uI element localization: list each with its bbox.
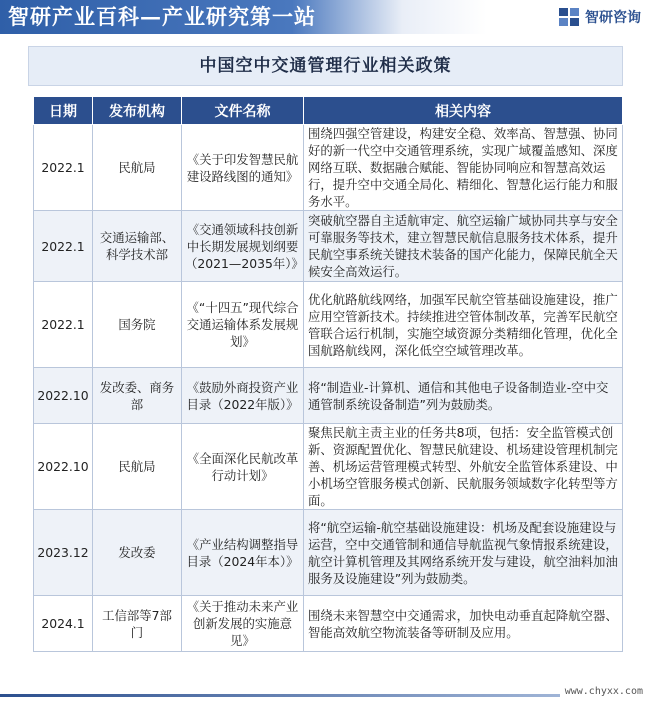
document-cell: 《关于推动未来产业创新发展的实施意见》 [182, 596, 304, 652]
agency-cell: 发改委、商务部 [93, 368, 182, 424]
date-cell: 2022.1 [34, 211, 93, 282]
table-row [34, 368, 623, 424]
content-cell: 突破航空器自主适航审定、航空运输广域协同共享与安全可靠服务等技术，建立智慧民航信息服务技术体系，提升民航空事系统关键技术装备的国产化能力，保障民航全天候安全高效运行。 [304, 211, 623, 282]
table-row [34, 510, 623, 596]
content-cell: 将“航空运输-航空基础设施建设：机场及配套设施建设与运营，空中交通管制和通信导航监视气象情报系统建设，航空计算机管理及其网络系统开发与建设，航空油料加油服务及设施建设”列为鼓励类。 [304, 510, 623, 596]
table-header-row [34, 97, 623, 125]
agency-cell: 交通运输部、科学技术部 [93, 211, 182, 282]
brand[interactable] [558, 6, 641, 28]
date-cell: 2022.10 [34, 368, 93, 424]
top-banner [0, 0, 649, 34]
column-header-date: 日期 [34, 97, 93, 125]
document-cell: 《关于印发智慧民航建设路线图的通知》 [182, 125, 304, 211]
document-cell: 《鼓励外商投资产业目录（2022年版）》 [182, 368, 304, 424]
agency-cell: 发改委 [93, 510, 182, 596]
date-cell: 2023.12 [34, 510, 93, 596]
table-title: 中国空中交通管理行业相关政策 [28, 46, 623, 86]
document-cell: 《“十四五”现代综合交通运输体系发展规划》 [182, 282, 304, 368]
agency-cell: 工信部等7部门 [93, 596, 182, 652]
table-row [34, 424, 623, 510]
document-cell: 《全面深化民航改革行动计划》 [182, 424, 304, 510]
policy-table [33, 96, 623, 652]
content-cell: 围绕四强空管建设，构建安全稳、效率高、智慧强、协同好的新一代空中交通管理系统，实现广域覆盖感知、深度网络互联、数据融合赋能、智能协同响应和智慧高效运行，提升空中交通全局化、精细化、智慧化运行能力和服务水平。 [304, 125, 623, 211]
date-cell: 2022.1 [34, 282, 93, 368]
date-cell: 2022.10 [34, 424, 93, 510]
agency-cell: 国务院 [93, 282, 182, 368]
footer-divider [0, 694, 560, 697]
site-title: 智研产业百科—产业研究第一站 [8, 4, 316, 29]
column-header-agency: 发布机构 [93, 97, 182, 125]
document-cell: 《产业结构调整指导目录（2024年本）》 [182, 510, 304, 596]
table-row [34, 211, 623, 282]
date-cell: 2022.1 [34, 125, 93, 211]
content-cell: 聚焦民航主责主业的任务共8项，包括：安全监管模式创新、资源配置优化、智慧民航建设、机场建设管理机制完善、机场运营管理模式转型、外航安全监管体系建设、中小机场空管服务模式创新、民航服务领域数字化转型等方面。 [304, 424, 623, 510]
table-row [34, 596, 623, 652]
agency-cell: 民航局 [93, 125, 182, 211]
table-row [34, 125, 623, 211]
content-cell: 优化航路航线网络，加强军民航空管基础设施建设，推广应用空管新技术。持续推进空管体制改革，完善军民航空管联合运行机制，实施空域资源分类精细化管理，优化全国航路航线网，深化低空空域管理改革。 [304, 282, 623, 368]
column-header-content: 相关内容 [304, 97, 623, 125]
zhiyan-logo-icon [558, 7, 580, 27]
footer-url[interactable]: www.chyxx.com [564, 686, 643, 697]
column-header-document: 文件名称 [182, 97, 304, 125]
content-cell: 将“制造业-计算机、通信和其他电子设备制造业-空中交通管制系统设备制造”列为鼓励类。 [304, 368, 623, 424]
brand-name: 智研咨询 [585, 10, 641, 26]
content-cell: 围绕未来智慧空中交通需求，加快电动垂直起降航空器、智能高效航空物流装备等研制及应用。 [304, 596, 623, 652]
table-row [34, 282, 623, 368]
agency-cell: 民航局 [93, 424, 182, 510]
document-cell: 《交通领域科技创新中长期发展规划纲要（2021—2035年）》 [182, 211, 304, 282]
date-cell: 2024.1 [34, 596, 93, 652]
